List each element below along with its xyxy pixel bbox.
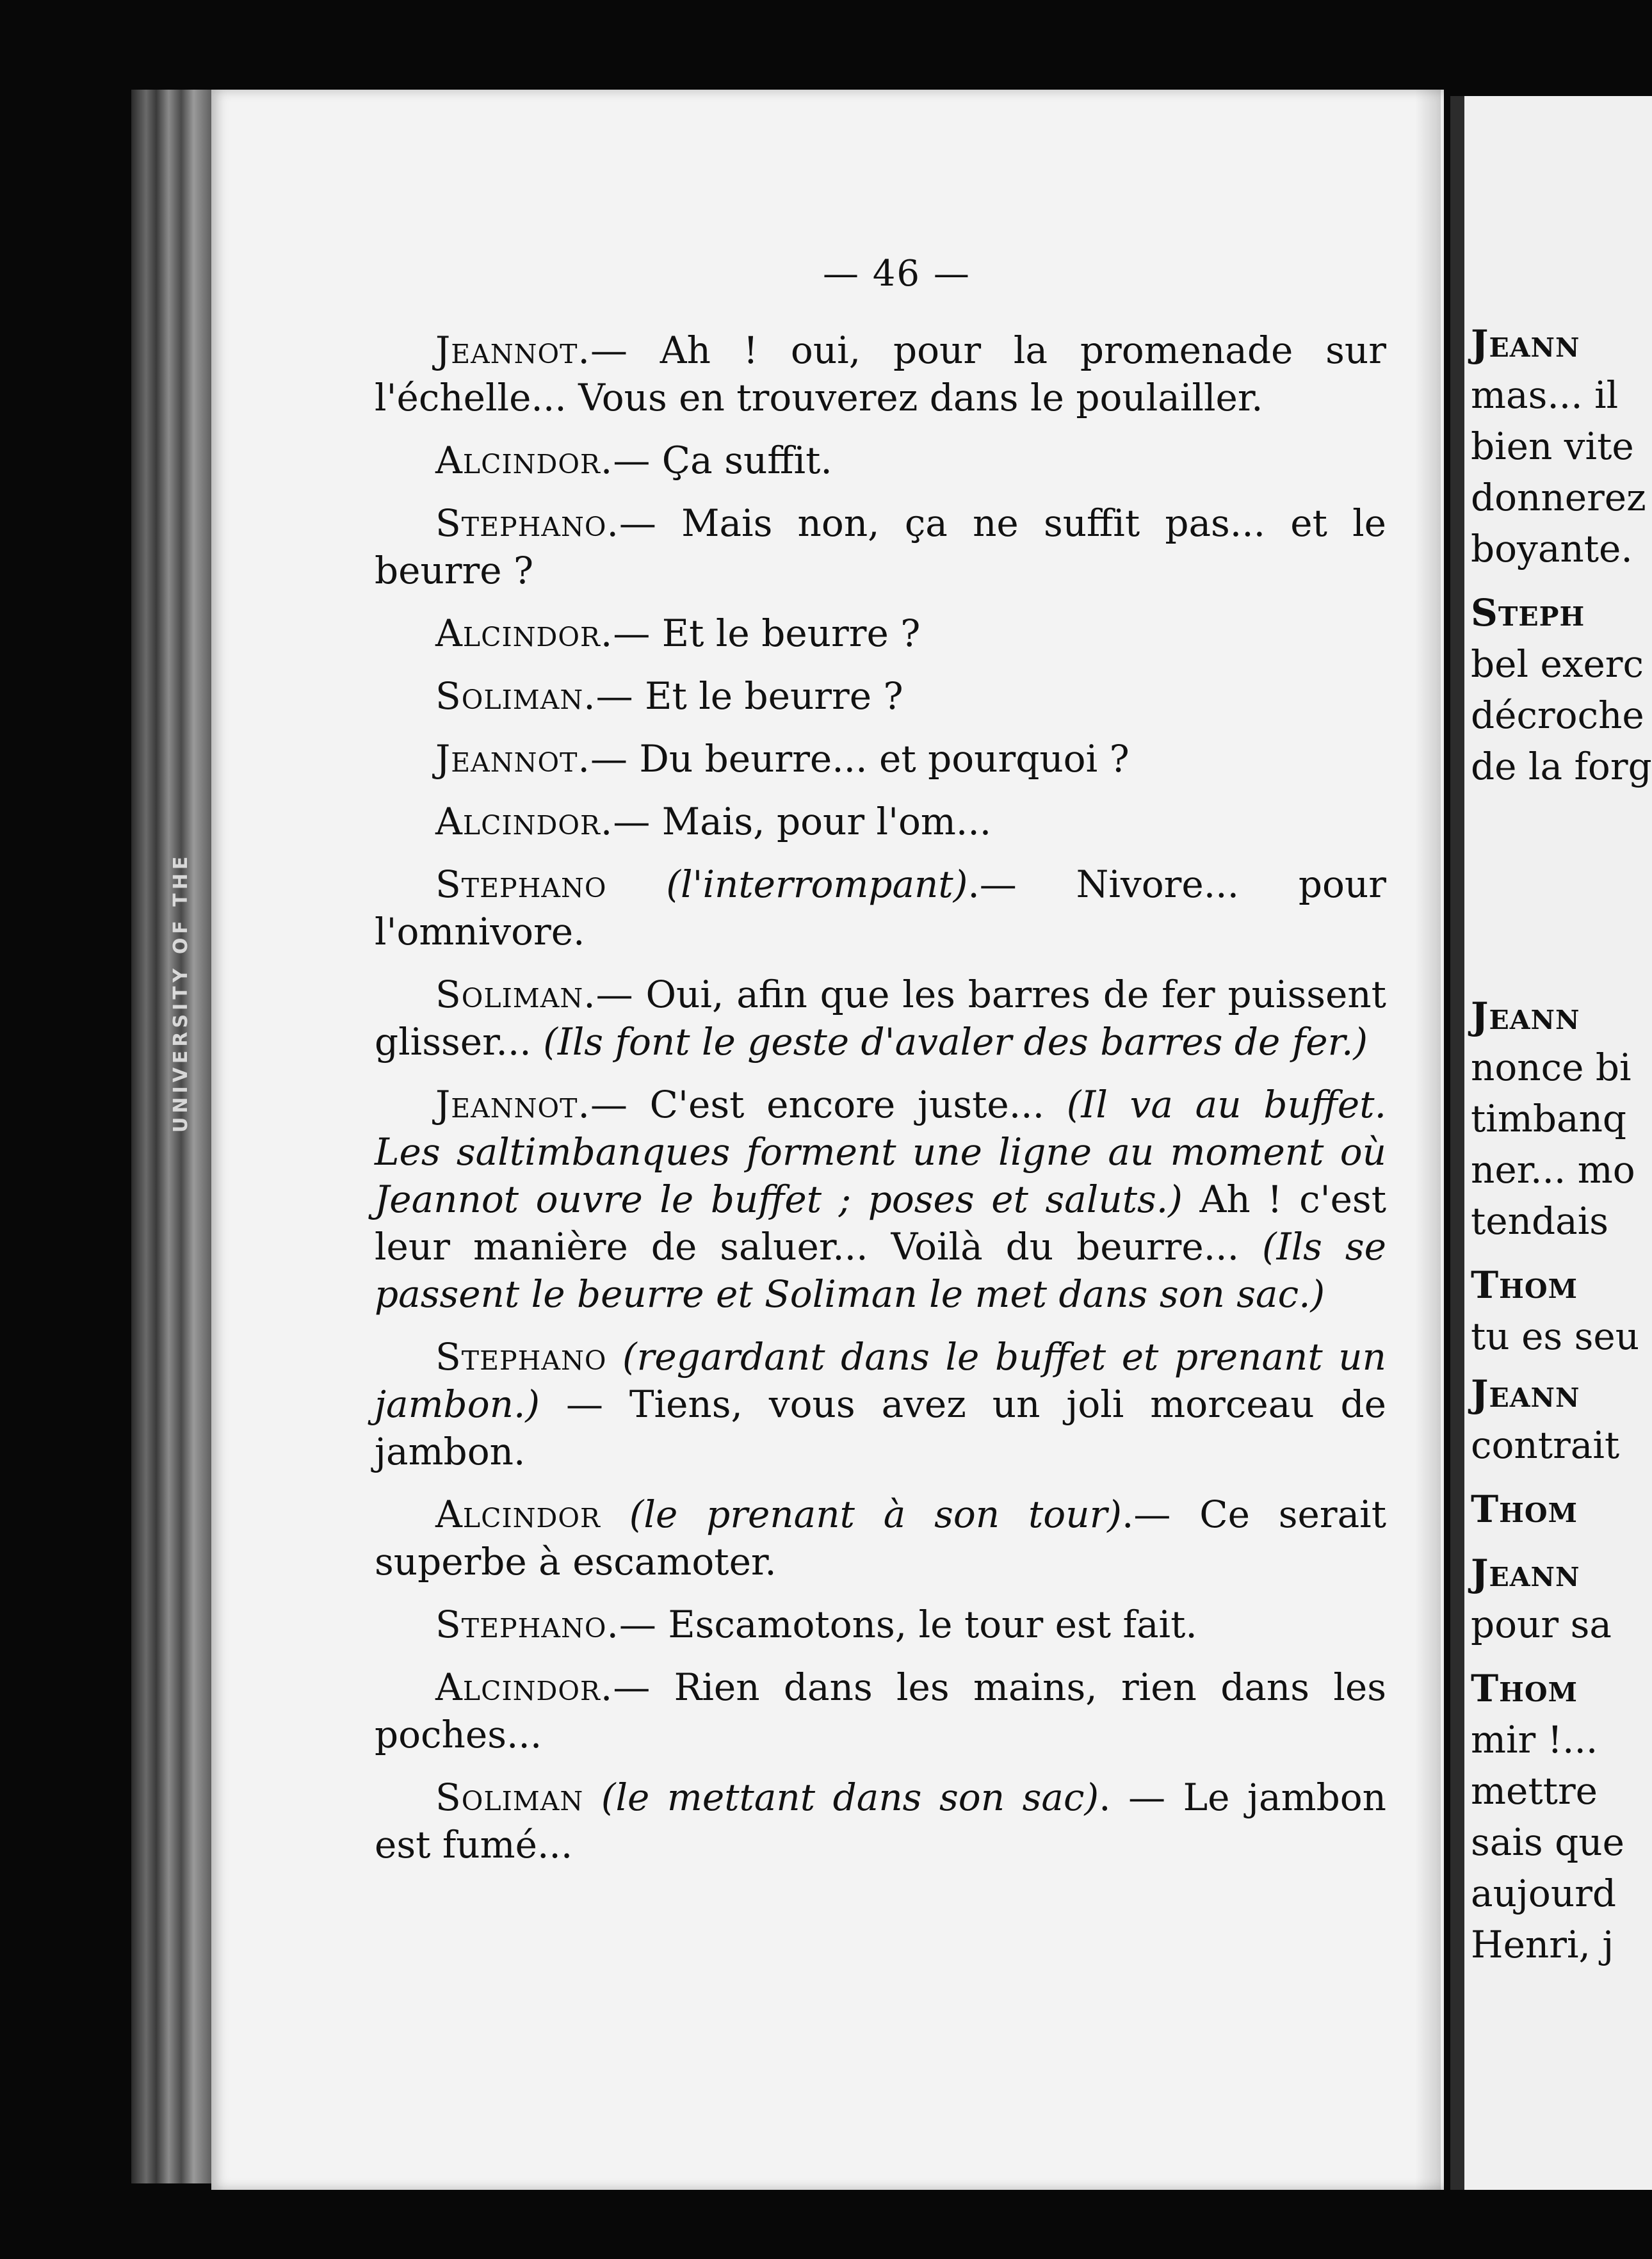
right-page-line: bien vite <box>1471 425 1634 468</box>
dialogue-paragraph <box>375 437 1386 484</box>
right-page-line: boyante. <box>1471 527 1633 571</box>
dialogue-text: — Et le beurre ? <box>595 674 903 718</box>
right-page-line: Thom <box>1471 1487 1578 1531</box>
right-page-line: contrait <box>1471 1423 1620 1467</box>
right-page-line: de la forg <box>1471 745 1652 788</box>
right-page-line: nonce bi <box>1471 1046 1632 1089</box>
dialogue-text: — Oui, afin que les barres de fer puissent glisser... <box>375 973 1386 1064</box>
dialogue-paragraph <box>375 1664 1386 1758</box>
speaker-name: Jeannot. <box>435 1083 590 1126</box>
right-page-line: timbanq <box>1471 1097 1627 1140</box>
page-gutter-shadow <box>1415 90 1441 2190</box>
dialogue-paragraph <box>375 672 1386 720</box>
dialogue-paragraph <box>375 1774 1386 1868</box>
right-page-line: mas... il <box>1471 373 1619 417</box>
right-page-line: pour sa <box>1471 1603 1612 1646</box>
dialogue-text: — Ah ! oui, pour la promenade sur l'échelle... Vous en trouverez dans le poulailler. <box>375 328 1386 419</box>
right-page-line: Jeann <box>1471 322 1580 366</box>
right-page-line: Steph <box>1471 591 1585 635</box>
dialogue-paragraph <box>375 327 1386 421</box>
dialogue-paragraph <box>375 610 1386 657</box>
spine-library-stamp: UNIVERSITY OF THE <box>170 852 192 1133</box>
right-page-line: Jeann <box>1471 1372 1580 1416</box>
right-page-line: Jeann <box>1471 994 1580 1038</box>
speaker-name: Alcindor. <box>435 1665 613 1709</box>
speaker-name: Stephano <box>435 862 607 906</box>
stage-direction: (Ils font le geste d'avaler des barres de fer.) <box>543 1020 1368 1064</box>
right-page-line: sais que <box>1471 1820 1624 1864</box>
speaker-name: Alcindor <box>435 1493 601 1536</box>
right-page-line: Thom <box>1471 1667 1578 1710</box>
right-page-fragment <box>1450 96 1652 2190</box>
speaker-name: Jeannot. <box>435 328 590 372</box>
speaker-name: Stephano. <box>435 501 619 545</box>
right-page-line: donnerez <box>1471 476 1646 519</box>
stage-direction: (Il va au buffet. Les saltimbanques forment une ligne au moment où Jeannot ouvre le buffet ; poses et saluts.) <box>375 1083 1386 1221</box>
page-body <box>375 327 1386 1884</box>
dialogue-text: .— Ce serait superbe à escamoter. <box>375 1493 1386 1583</box>
dialogue-paragraph <box>375 971 1386 1065</box>
speaker-name: Stephano <box>435 1335 607 1379</box>
dialogue-text: Ah ! c'est leur manière de saluer... Voilà du beurre... <box>375 1178 1387 1268</box>
right-page-line: aujourd <box>1471 1872 1617 1915</box>
stage-direction: (l'interrompant) <box>666 862 968 906</box>
stage-direction: (Ils se passent le beurre et Soliman le met dans son sac.) <box>375 1225 1386 1316</box>
dialogue-paragraph <box>375 1601 1386 1648</box>
dialogue-text: .— Nivore... pour l'omnivore. <box>375 862 1387 953</box>
speaker-name: Alcindor. <box>435 611 613 655</box>
right-page-line: mettre <box>1471 1769 1598 1813</box>
dialogue-paragraph <box>375 798 1386 845</box>
speaker-name: Alcindor. <box>435 439 613 482</box>
dialogue-paragraph <box>375 1491 1386 1585</box>
speaker-name: Jeannot. <box>435 737 590 781</box>
right-page-line: Jeann <box>1471 1551 1580 1595</box>
dialogue-text: — Et le beurre ? <box>613 611 921 655</box>
right-page-line: Thom <box>1471 1263 1578 1307</box>
dialogue-text: — Mais non, ça ne suffit pas... et le beurre ? <box>375 501 1386 592</box>
right-page-line: ner... mo <box>1471 1148 1635 1192</box>
dialogue-text: — Ça suffit. <box>613 439 832 482</box>
dialogue-text: — Mais, pour l'om... <box>613 800 992 843</box>
dialogue-text: — Du beurre... et pourquoi ? <box>590 737 1130 781</box>
stage-direction: (regardant dans le buffet et prenant un jambon.) <box>375 1335 1386 1426</box>
dialogue-text: . — Le jambon est fumé... <box>375 1776 1387 1866</box>
speaker-name: Stephano. <box>435 1603 619 1646</box>
dialogue-paragraph <box>375 499 1386 594</box>
dialogue-text: — Tiens, vous avez un joli morceau de jambon. <box>375 1382 1386 1473</box>
page-number: — 46 — <box>823 253 971 295</box>
speaker-name: Soliman. <box>435 973 596 1016</box>
right-page-line: tu es seu <box>1471 1315 1640 1358</box>
stage-direction: (le prenant à son tour) <box>629 1493 1122 1536</box>
dialogue-paragraph <box>375 1081 1386 1318</box>
right-page-line: Henri, j <box>1471 1923 1614 1966</box>
stage-direction: (le mettant dans son sac) <box>601 1776 1099 1819</box>
right-page-line: mir !... <box>1471 1718 1598 1761</box>
speaker-name: Soliman. <box>435 674 596 718</box>
dialogue-paragraph <box>375 861 1386 955</box>
dialogue-text: — C'est encore juste... <box>590 1083 1067 1126</box>
dialogue-text: — Rien dans les mains, rien dans les poches... <box>375 1665 1386 1756</box>
speaker-name: Alcindor. <box>435 800 613 843</box>
dialogue-paragraph <box>375 735 1386 782</box>
speaker-name: Soliman <box>435 1776 584 1819</box>
right-page-line: bel exerc <box>1471 642 1644 686</box>
dialogue-paragraph <box>375 1333 1386 1475</box>
dialogue-text: — Escamotons, le tour est fait. <box>619 1603 1197 1646</box>
right-page-line: tendais <box>1471 1199 1609 1243</box>
right-page-line: décroche <box>1471 693 1644 737</box>
